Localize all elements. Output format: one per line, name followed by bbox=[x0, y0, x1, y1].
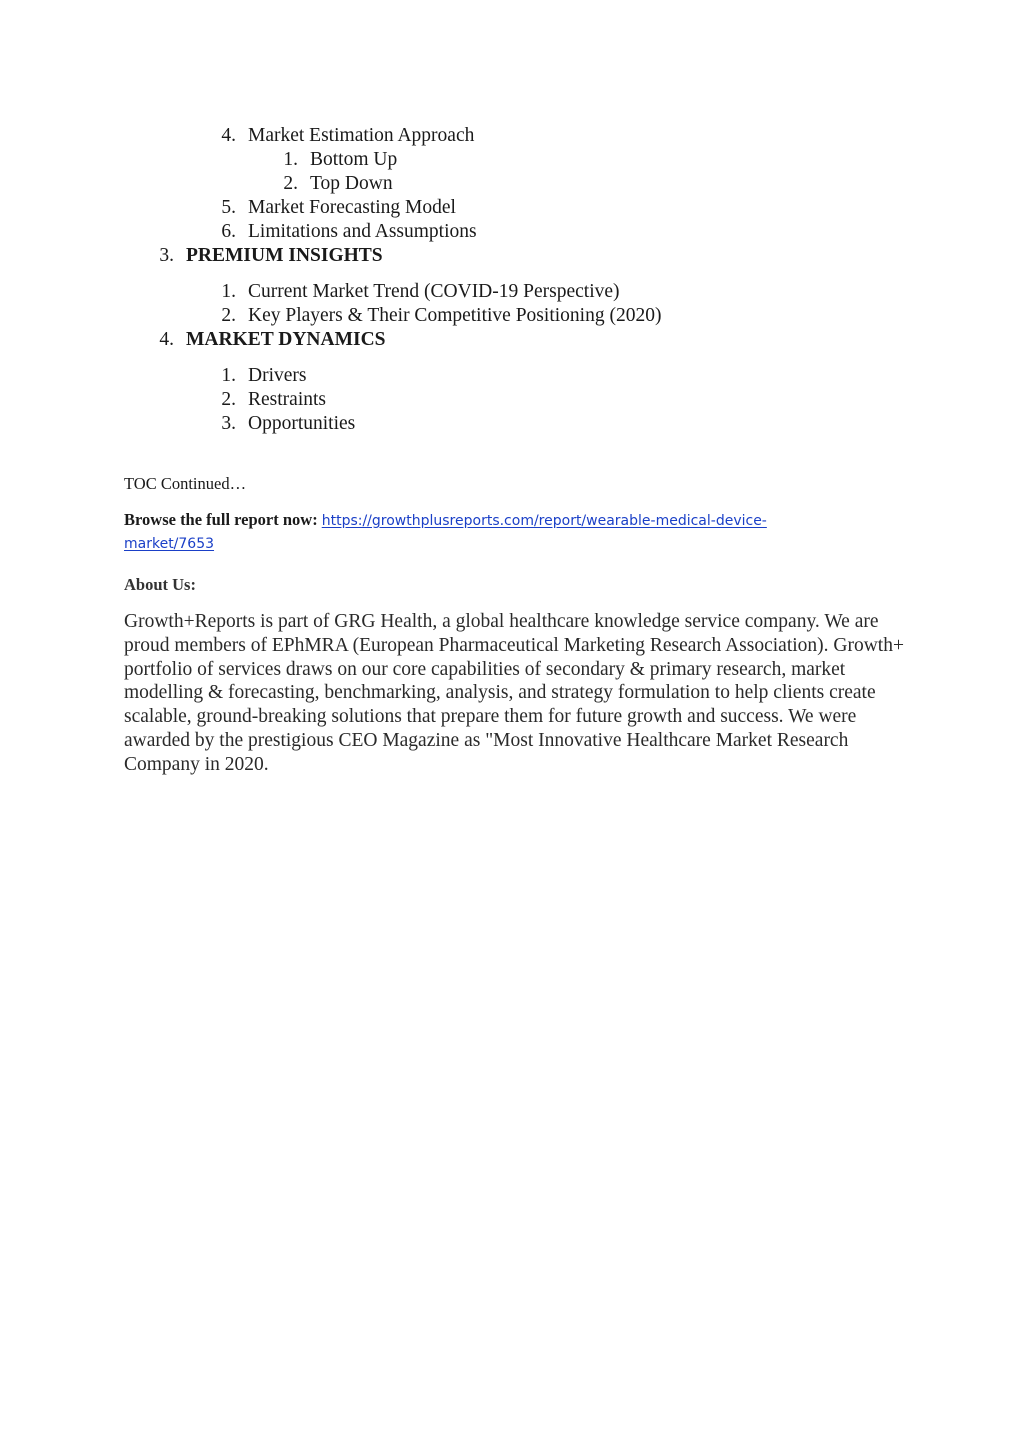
toc-item-current-market-trend: Current Market Trend (COVID-19 Perspective) bbox=[248, 281, 620, 302]
toc-section-market-dynamics: MARKET DYNAMICS bbox=[186, 329, 386, 350]
toc-number: 3. bbox=[221, 413, 236, 434]
toc-item-top-down: Top Down bbox=[310, 173, 393, 194]
about-heading: About Us: bbox=[124, 575, 196, 594]
toc-item-market-estimation-approach: Market Estimation Approach bbox=[248, 125, 475, 146]
toc-continued-text: TOC Continued… bbox=[124, 474, 247, 493]
browse-line bbox=[124, 510, 767, 530]
report-link-continued[interactable]: market/7653 bbox=[124, 536, 215, 552]
toc-number: 4. bbox=[221, 125, 236, 146]
toc-item-bottom-up: Bottom Up bbox=[310, 149, 398, 170]
toc-number: 6. bbox=[221, 221, 236, 242]
toc-number: 3. bbox=[159, 245, 174, 266]
toc-number: 1. bbox=[283, 149, 298, 170]
toc-item-market-forecasting-model: Market Forecasting Model bbox=[248, 197, 456, 218]
toc-number: 2. bbox=[283, 173, 298, 194]
toc-number: 2. bbox=[221, 305, 236, 326]
toc-number: 4. bbox=[159, 329, 174, 350]
report-link[interactable]: https://growthplusreports.com/report/wearable-medical-device- bbox=[321, 513, 767, 529]
toc-number: 1. bbox=[221, 281, 236, 302]
toc-number: 2. bbox=[221, 389, 236, 410]
toc-number: 1. bbox=[221, 365, 236, 386]
toc-item-key-players: Key Players & Their Competitive Positioning (2020) bbox=[248, 305, 662, 326]
toc-item-drivers: Drivers bbox=[248, 365, 307, 386]
toc-number: 5. bbox=[221, 197, 236, 218]
toc-item-limitations-and-assumptions: Limitations and Assumptions bbox=[248, 221, 477, 242]
toc-section-premium-insights: PREMIUM INSIGHTS bbox=[186, 245, 383, 266]
toc-item-opportunities: Opportunities bbox=[248, 413, 356, 434]
browse-label: Browse the full report now: bbox=[124, 510, 318, 529]
about-paragraph: Growth+Reports is part of GRG Health, a global healthcare knowledge service company. We are proud members of EPhMRA (European Pharmaceutical Marketing Research Association). Growth+ portfolio of services draws on our core capabilities of secondary & primary research, market modelling & forecasting, benchmarking, analysis, and strategy formulation to help clients create scalable, ground-breaking solutions that prepare them for future growth and success. We were awarded by the prestigious CEO Magazine as "Most Innovative Healthcare Market Research Company in 2020. bbox=[124, 611, 904, 775]
toc-item-restraints: Restraints bbox=[248, 389, 326, 410]
